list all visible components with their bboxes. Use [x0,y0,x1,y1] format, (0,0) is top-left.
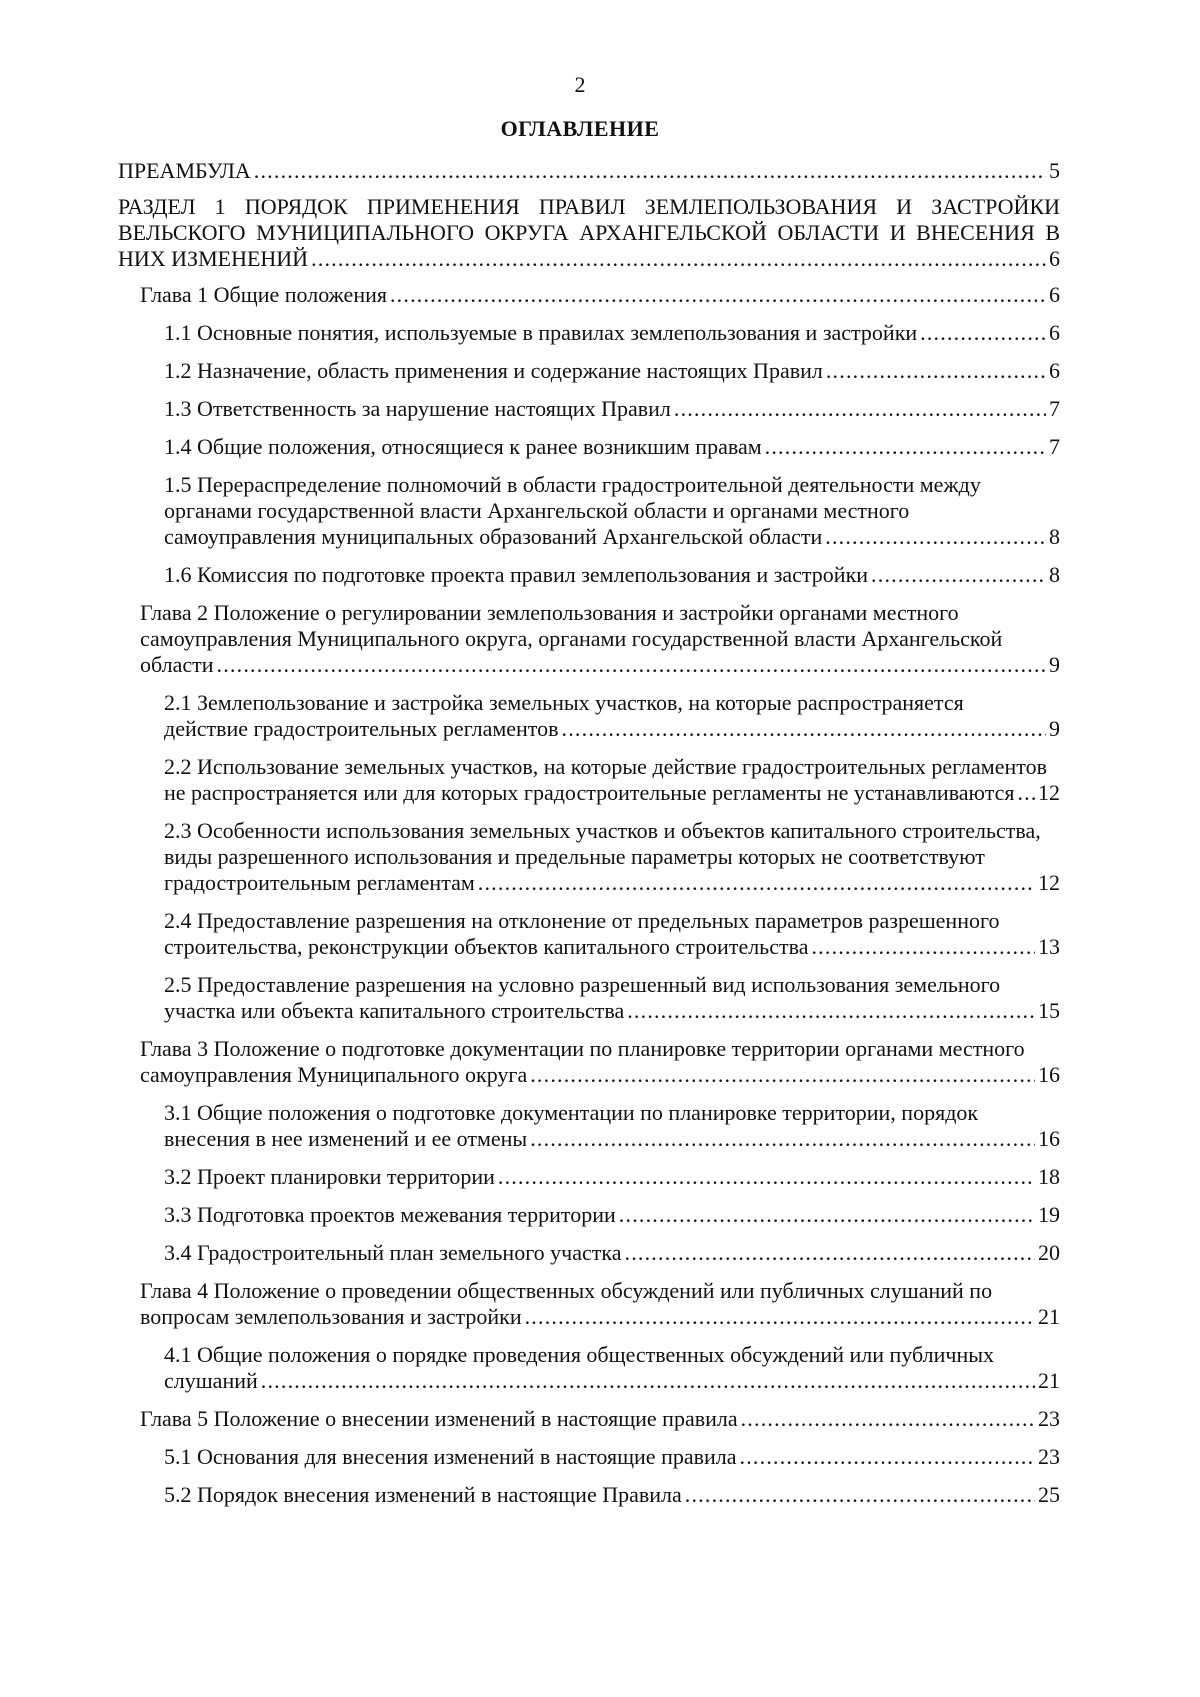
toc-entry-page: 16 [1038,1062,1060,1087]
toc-entry-page: 25 [1038,1482,1060,1507]
toc-leader-dots [525,1304,1035,1330]
toc-entry-text-head: 2.3 Особенности использования земельных участков и объектов капитального строительства, виды разрешенного использования и предельные параметры которых не соответствуют [164,818,1041,869]
toc-leader-dots [261,1368,1035,1394]
toc-entry-7[interactable] [118,434,1060,460]
toc-leader-dots [619,1202,1035,1228]
toc-entry-text-head: 2.1 Землепользование и застройка земельных участков, на которые распространяется [164,690,964,715]
toc-entry-page: 23 [1038,1444,1060,1469]
toc-entry-page: 9 [1049,716,1060,741]
toc-entry-5[interactable] [118,358,1060,384]
toc-entry-10[interactable] [118,600,1060,678]
toc-entry-text-tail: 1.6 Комиссия по подготовке проекта правил землепользования и застройки [164,562,869,587]
toc-entry-text-tail: действие градостроительных регламентов [164,716,559,741]
toc-entry-text-tail: 5.2 Порядок внесения изменений в настоящие Правила [164,1482,682,1507]
toc-entry-page: 6 [1049,282,1060,307]
toc-entry-24[interactable] [118,1444,1060,1470]
toc-entry-page: 7 [1049,434,1060,459]
toc-title: ОГЛАВЛЕНИЕ [500,116,660,141]
toc-entry-text-head: РАЗДЕЛ 1 ПОРЯДОК ПРИМЕНЕНИЯ ПРАВИЛ ЗЕМЛЕПОЛЬЗОВАНИЯ И ЗАСТРОЙКИ ВЕЛЬСКОГО МУНИЦИПАЛЬНОГО ОКРУГА АРХАНГЕЛЬСКОЙ ОБЛАСТИ И ВНЕСЕНИЯ В [118,194,1060,245]
toc-entry-page: 19 [1038,1202,1060,1227]
toc-entry-18[interactable] [118,1164,1060,1190]
toc-entry-text-tail: вопросам землепользования и застройки [140,1304,522,1329]
toc-entry-text-tail: участка или объекта капитального строительства [164,998,625,1023]
toc-entry-page: 5 [1049,158,1060,183]
toc-leader-dots [530,1062,1035,1088]
toc-leader-dots [825,524,1046,550]
toc-entry-text-tail: самоуправления Муниципального округа [140,1062,528,1087]
toc-leader-dots [765,434,1046,460]
toc-entry-text-head: 1.5 Перераспределение полномочий в области градостроительной деятельности между органами государственной власти Архангельской области и органами местного [164,472,981,523]
toc-entry-text-tail: не распространяется или для которых градостроительные регламенты не устанавливаются [164,780,1015,805]
toc-entry-19[interactable] [118,1202,1060,1228]
toc-entry-text-head: Глава 2 Положение о регулировании землепользования и застройки органами местного самоуправления Муниципального округа, органами государственной власти Архангельской [140,600,1003,651]
toc-entry-text-head: 4.1 Общие положения о порядке проведения общественных обсуждений или публичных [164,1342,994,1367]
toc-leader-dots [826,358,1046,384]
toc-entry-text-tail: Глава 1 Общие положения [140,282,387,307]
toc-entry-14[interactable] [118,908,1060,960]
toc-leader-dots [530,1126,1035,1152]
toc-entry-text-tail: 1.3 Ответственность за нарушение настоящих Правил [164,396,671,421]
toc-entry-6[interactable] [118,396,1060,422]
toc-entry-11[interactable] [118,690,1060,742]
toc-entry-page: 6 [1049,358,1060,383]
toc-entry-8[interactable] [118,472,1060,550]
page-number: 2 [574,72,586,97]
toc-entry-text-tail: строительства, реконструкции объектов капитального строительства [164,934,809,959]
toc-entry-page: 18 [1038,1164,1060,1189]
toc-entry-page: 6 [1049,320,1060,345]
toc-leader-dots [627,998,1035,1024]
toc-entry-page: 13 [1038,934,1060,959]
toc-entry-text-head: 3.1 Общие положения о подготовке документации по планировке территории, порядок [164,1100,979,1125]
toc-leader-dots [740,1444,1035,1470]
toc-leader-dots [254,158,1046,184]
toc-entry-15[interactable] [118,972,1060,1024]
toc-leader-dots [390,282,1046,308]
toc-entry-page: 16 [1038,1126,1060,1151]
toc-leader-dots [217,652,1046,678]
toc-entry-1[interactable] [118,158,1060,184]
toc-entry-page: 7 [1049,396,1060,421]
toc-entry-page: 23 [1038,1406,1060,1431]
toc-entry-4[interactable] [118,320,1060,346]
toc-entry-text-tail: области [140,652,214,677]
toc-entry-text-tail: 3.3 Подготовка проектов межевания территории [164,1202,616,1227]
toc-entry-12[interactable] [118,754,1060,806]
toc-leader-dots [871,562,1046,588]
toc-entry-text-head: 2.5 Предоставление разрешения на условно разрешенный вид использования земельного [164,972,1001,997]
toc-entry-text-tail: 3.4 Градостроительный план земельного участка [164,1240,622,1265]
toc-entry-23[interactable] [118,1406,1060,1432]
toc-entry-3[interactable] [118,282,1060,308]
toc-entry-text-tail: слушаний [164,1368,258,1393]
toc-entry-text-tail: 1.1 Основные понятия, используемые в правилах землепользования и застройки [164,320,918,345]
toc-entry-21[interactable] [118,1278,1060,1330]
toc-leader-dots [498,1164,1035,1190]
toc-leader-dots [920,320,1046,346]
toc-leader-dots [625,1240,1036,1266]
toc-entry-text-tail: 1.2 Назначение, область применения и содержание настоящих Правил [164,358,823,383]
toc-entry-page: 21 [1038,1368,1060,1393]
toc-leader-dots [741,1406,1035,1432]
toc-entry-text-tail: 3.2 Проект планировки территории [164,1164,495,1189]
toc-entry-text-tail: НИХ ИЗМЕНЕНИЙ [118,246,309,271]
toc-entry-2[interactable] [118,194,1060,272]
toc-entry-text-head: Глава 3 Положение о подготовке документации по планировке территории органами местного [140,1036,1025,1061]
toc-entry-text-tail: самоуправления муниципальных образований Архангельской области [164,524,823,549]
toc-entry-20[interactable] [118,1240,1060,1266]
toc-entry-text-tail: 5.1 Основания для внесения изменений в настоящие правила [164,1444,737,1469]
toc-entry-13[interactable] [118,818,1060,896]
toc-entry-text-tail: Глава 5 Положение о внесении изменений в настоящие правила [140,1406,738,1431]
toc-entry-page: 12 [1038,780,1060,805]
toc-leader-dots [811,934,1035,960]
toc-leader-dots [674,396,1046,422]
toc-entry-22[interactable] [118,1342,1060,1394]
toc-leader-dots [478,870,1035,896]
toc-entry-page: 6 [1049,246,1060,271]
toc-entry-page: 21 [1038,1304,1060,1329]
toc-leader-dots [1017,780,1035,806]
toc-entry-page: 8 [1049,562,1060,587]
toc-leader-dots [685,1482,1035,1508]
toc-entry-text-head: 2.2 Использование земельных участков, на которые действие градостроительных регламентов [164,754,1047,779]
toc-leader-dots [311,246,1046,272]
toc-entry-text-tail: 1.4 Общие положения, относящиеся к ранее возникшим правам [164,434,762,459]
table-of-contents [118,158,1060,1520]
toc-entry-page: 9 [1049,652,1060,677]
toc-entry-text-head: 2.4 Предоставление разрешения на отклонение от предельных параметров разрешенного [164,908,1000,933]
toc-entry-page: 15 [1038,998,1060,1023]
toc-entry-16[interactable] [118,1036,1060,1088]
toc-entry-text-head: Глава 4 Положение о проведении общественных обсуждений или публичных слушаний по [140,1278,993,1303]
toc-entry-text-tail: градостроительным регламентам [164,870,475,895]
toc-entry-page: 8 [1049,524,1060,549]
toc-entry-page: 20 [1038,1240,1060,1265]
toc-entry-17[interactable] [118,1100,1060,1152]
toc-entry-text-tail: ПРЕАМБУЛА [118,158,251,183]
toc-entry-page: 12 [1038,870,1060,895]
toc-leader-dots [562,716,1046,742]
toc-entry-25[interactable] [118,1482,1060,1508]
toc-entry-9[interactable] [118,562,1060,588]
toc-entry-text-tail: внесения в нее изменений и ее отмены [164,1126,528,1151]
